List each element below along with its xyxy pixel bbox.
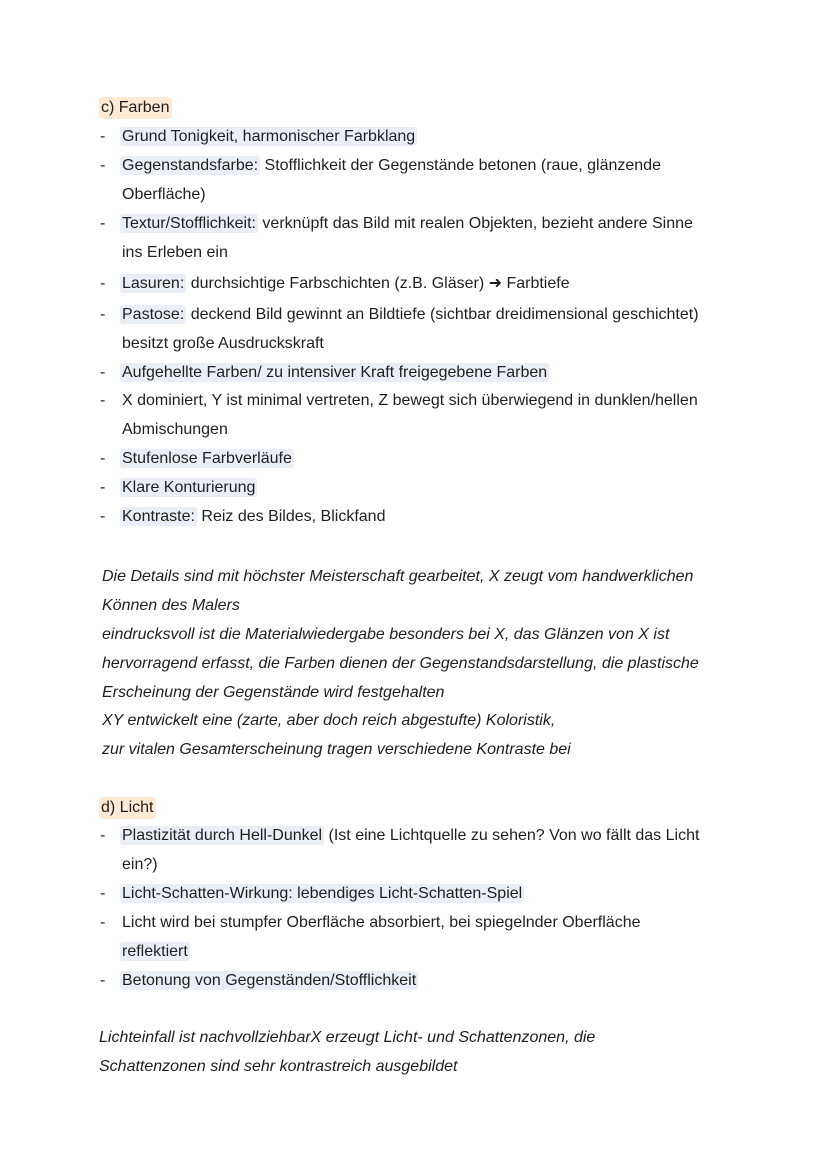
item-text: Reiz des Bildes, Blickfand [196,508,386,525]
highlighted-text: Grund Tonigkeit, harmonischer Farbklang [122,128,416,145]
bullet-dash: - [100,215,106,232]
highlighted-text: Textur/Stofflichkeit: [122,215,256,232]
highlighted-text: Klare Konturierung [122,479,256,496]
item-text: X dominiert, Y ist minimal vertreten, Z bewegt sich überwiegend in dunklen/hellen [122,392,698,409]
farben-paragraph-line-2: Können des Malers [102,597,240,614]
bullet-dash: - [100,885,106,902]
farben-paragraph-line-7: zur vitalen Gesamterscheinung tragen verschiedene Kontraste bei [102,741,571,758]
farben-paragraph-line-5: Erscheinung der Gegenstände wird festgehalten [102,684,445,701]
licht-item-1-continuation: ein?) [122,856,158,873]
licht-item-3-continuation [122,941,190,963]
item-text: Stofflichkeit der Gegenstände betonen (raue, glänzende [260,157,661,174]
section-heading-licht: d) Licht [99,797,156,819]
farben-paragraph-line-3: eindrucksvoll ist die Materialwiedergabe besonders bei X, das Glänzen von X ist [102,626,670,643]
bullet-dash: - [100,508,106,525]
item-text: verknüpft das Bild mit realen Objekten, bezieht andere Sinne [257,215,693,232]
bullet-dash: - [100,306,106,323]
farben-item-7-continuation: Abmischungen [122,421,228,438]
farben-item-3-continuation: ins Erleben ein [122,244,228,261]
highlighted-text: Pastose: [122,306,185,323]
highlighted-text: Betonung von Gegenständen/Stofflichkeit [122,972,417,989]
licht-paragraph-line-1: Lichteinfall ist nachvollziehbarX erzeugt Licht- und Schattenzonen, die [99,1029,596,1046]
section-heading-farben: c) Farben [99,97,172,119]
highlighted-text: Gegenstandsfarbe: [122,157,259,174]
farben-paragraph-line-1: Die Details sind mit höchster Meisterschaft gearbeitet, X zeugt vom handwerklichen [102,568,694,585]
highlighted-text: Aufgehellte Farben/ zu intensiver Kraft freigegebene Farben [122,364,548,381]
bullet-dash: - [100,128,106,145]
highlighted-text: Lasuren: [122,275,185,292]
bullet-dash: - [100,392,106,409]
licht-paragraph-line-2: Schattenzonen sind sehr kontrastreich ausgebildet [99,1058,458,1075]
bullet-dash: - [100,450,106,467]
highlighted-text: Licht-Schatten-Wirkung: lebendiges Licht-Schatten-Spiel [122,885,523,902]
highlighted-text: Stufenlose Farbverläufe [122,450,292,467]
item-text: Licht wird bei stumpfer Oberfläche absorbiert, bei spiegelnder Oberfläche [122,914,641,931]
item-text: (Ist eine Lichtquelle zu sehen? Von wo fällt das Licht [324,827,700,844]
bullet-dash: - [100,157,106,174]
bullet-dash: - [100,275,106,292]
bullet-dash: - [100,479,106,496]
bullet-dash: - [100,827,106,844]
farben-item-2-continuation: Oberfläche) [122,186,206,203]
farben-item-5-continuation: besitzt große Ausdruckskraft [122,335,324,352]
highlighted-text: Kontraste: [122,508,195,525]
farben-paragraph-line-4: hervorragend erfasst, die Farben dienen der Gegenstandsdarstellung, die plastische [102,655,699,672]
bullet-dash: - [100,364,106,381]
bullet-dash: - [100,914,106,931]
item-text: deckend Bild gewinnt an Bildtiefe (sichtbar dreidimensional geschichtet) [186,306,699,323]
highlighted-text: reflektiert [122,943,188,960]
highlighted-text: Plastizität durch Hell-Dunkel [122,827,323,844]
farben-paragraph-line-6: XY entwickelt eine (zarte, aber doch reich abgestufte) Koloristik, [102,712,556,729]
bullet-dash: - [100,972,106,989]
item-text: durchsichtige Farbschichten (z.B. Gläser) ➜ Farbtiefe [186,275,570,292]
